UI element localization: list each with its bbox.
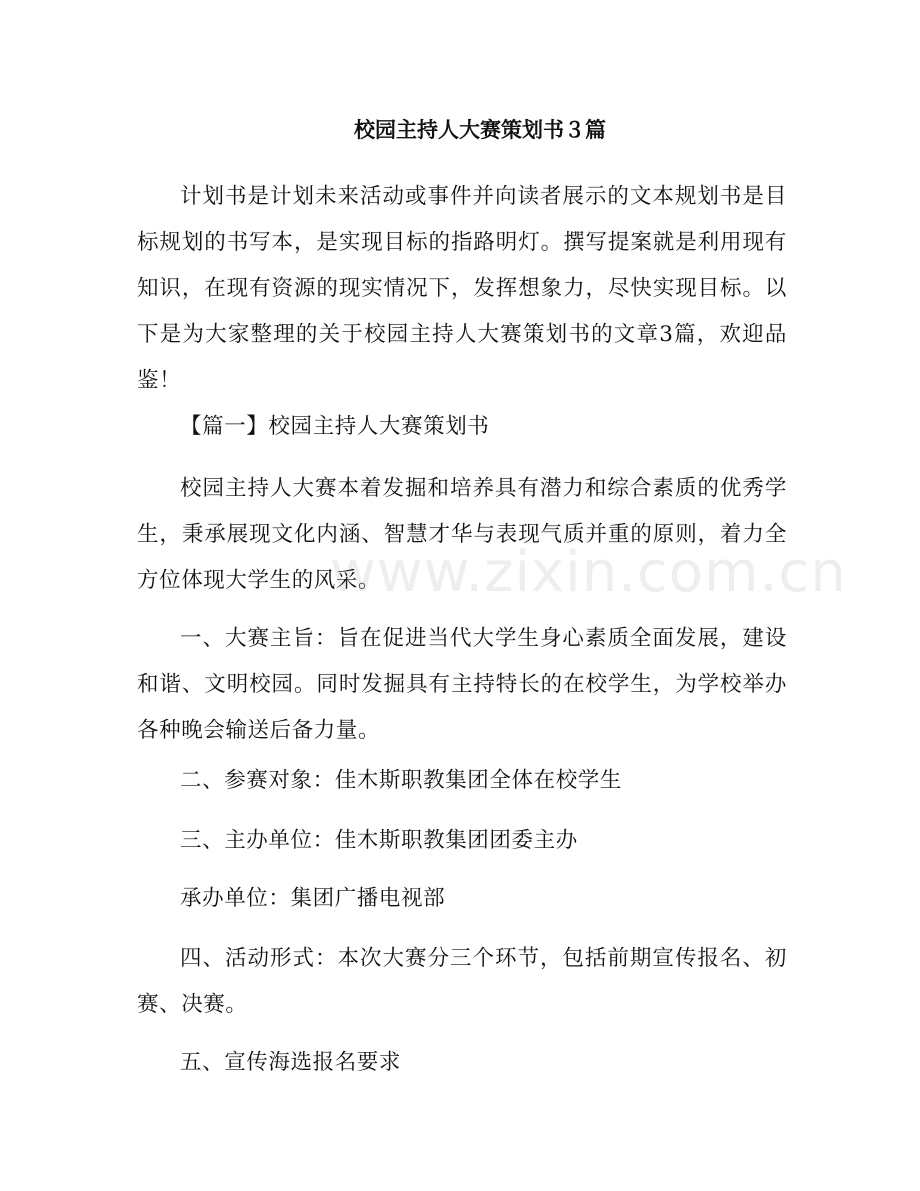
participants-paragraph: 二、参赛对象：佳木斯职教集团全体在校学生 (180, 768, 623, 793)
document-title: 校园主持人大赛策划书３篇 (354, 118, 606, 142)
co-organizer-paragraph: 承办单位：集团广播电视部 (180, 886, 446, 911)
intro-paragraph: 计划书是计划未来活动或事件并向读者展示的文本规划书是目标规划的书写本，是实现目标的指路明灯。撰写提案就是利用现有知识，在现有资源的现实情况下，发挥想象力，尽快实现目标。以下是为大家整理的关于校园主持人大赛策划书的文章3篇，欢迎品鉴！ (137, 184, 787, 393)
watermark-text: www.zixin.com.cn (330, 540, 847, 605)
contest-aim-paragraph: 一、大赛主旨：旨在促进当代大学生身心素质全面发展，建设和谐、文明校园。同时发掘具有主持特长的在校学生，为学校举办各种晚会输送后备力量。 (137, 626, 787, 743)
section-heading-part-one: 【篇一】校园主持人大赛策划书 (180, 414, 490, 439)
organizer-paragraph: 三、主办单位：佳木斯职教集团团委主办 (180, 828, 578, 853)
registration-requirements-heading: 五、宣传海选报名要求 (180, 1050, 402, 1075)
activity-format-paragraph: 四、活动形式：本次大赛分三个环节，包括前期宣传报名、初赛、决赛。 (137, 946, 787, 1017)
contest-purpose-paragraph: 校园主持人大赛本着发掘和培养具有潜力和综合素质的优秀学生，秉承展现文化内涵、智慧才华与表现气质并重的原则，着力全方位体现大学生的风采。 (137, 476, 787, 593)
